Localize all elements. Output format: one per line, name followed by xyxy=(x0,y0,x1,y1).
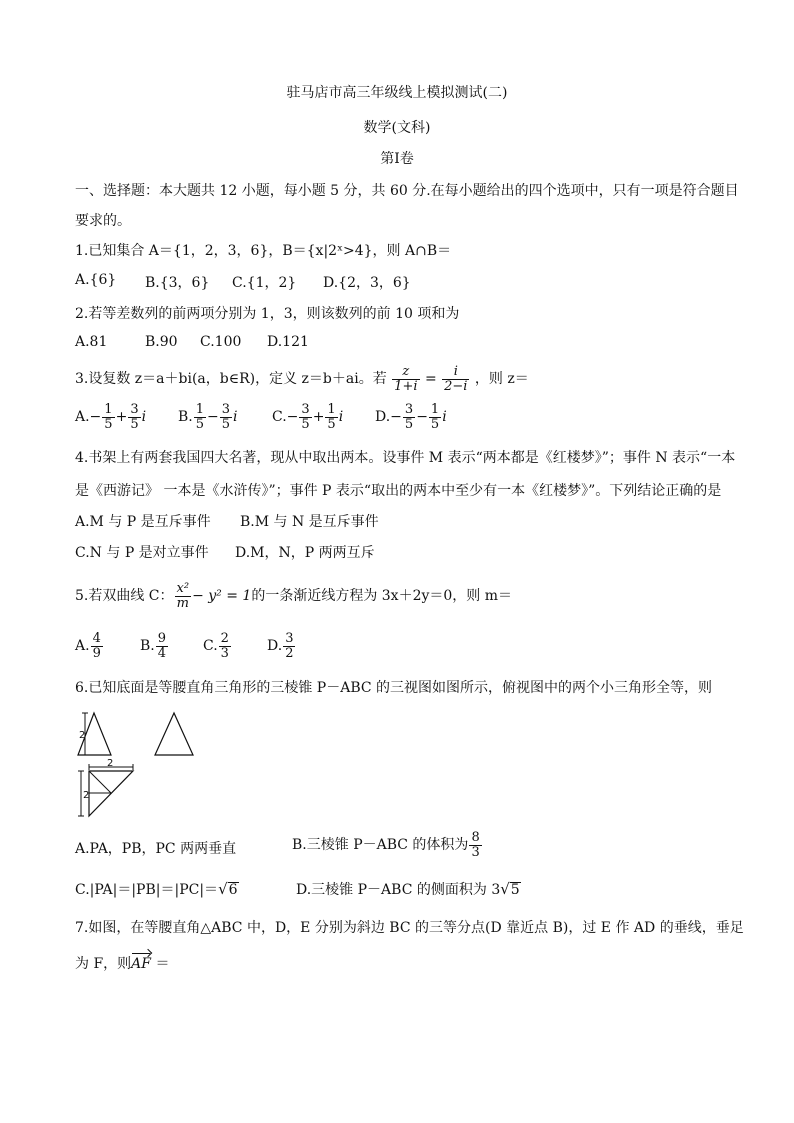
q6-option-b xyxy=(292,828,483,862)
front-height-label: 2 xyxy=(79,730,86,741)
q4-option-b: B.M 与 N 是互斥事件 xyxy=(240,514,379,530)
q1-option-c: C.{1，2} xyxy=(232,275,297,291)
den: 5 xyxy=(221,416,231,432)
q7-stem-text: 为 F，则 xyxy=(75,956,132,972)
op: + xyxy=(115,409,128,425)
q1-stem: 1.已知集合 A＝{1，2，3，6}，B＝{x|2ˣ>4}，则 A∩B＝ xyxy=(75,243,452,259)
q1-option-d: D.{2，3，6} xyxy=(323,275,411,291)
q3-option-b-frac2 xyxy=(220,403,232,432)
radical-sign: √ xyxy=(218,880,228,898)
q1-option-b: B.{3，6} xyxy=(145,275,210,291)
q3-option-d-frac2 xyxy=(429,403,441,432)
label: C. xyxy=(203,638,218,654)
q3-frac-left-num: z xyxy=(392,365,419,380)
radicand: 5 xyxy=(510,882,520,898)
q3-option-b xyxy=(178,400,238,434)
section-instruction-line1: 一、选择题：本大题共 12 小题，每小题 5 分，共 60 分.在每小题给出的四个选项中，只有一项是符合题目 xyxy=(75,183,739,199)
q3-stem xyxy=(75,362,529,396)
q6-stem: 6.已知底面是等腰直角三角形的三棱锥 P－ABC 的三视图如图所示，俯视图中的两个小三角形全等，则 xyxy=(75,680,713,696)
den: 4 xyxy=(157,645,167,661)
imag-unit: i xyxy=(233,409,238,425)
q2-option-b: B.90 xyxy=(145,334,178,350)
q3-option-a xyxy=(75,400,146,434)
q5-stem-tail: 的一条渐近线方程为 3x＋2y＝0，则 m＝ xyxy=(251,588,513,604)
den: m xyxy=(176,595,189,611)
q3-fraction-right xyxy=(442,365,469,394)
num: 3 xyxy=(404,401,414,417)
q7-stem-line1: 7.如图，在等腰直角△ABC 中，D，E 分别为斜边 BC 的三等分点(D 靠近点 B)，过 E 作 AD 的垂线，垂足 xyxy=(75,920,744,936)
imag-unit: i xyxy=(442,409,447,425)
q6-option-d-text: D.三棱锥 P－ABC 的侧面积为 3 xyxy=(296,882,501,898)
num: 3 xyxy=(285,630,294,646)
top-height-label: 2 xyxy=(83,790,90,801)
num: 1 xyxy=(104,401,113,417)
vector-af: AF xyxy=(131,956,151,972)
q3-option-d-frac1 xyxy=(403,403,415,432)
volume-title: 第Ⅰ卷 xyxy=(380,151,414,167)
page-title: 驻马店市高三年级线上模拟测试(二) xyxy=(286,85,508,101)
den: 5 xyxy=(130,416,139,432)
q3-option-c-frac2 xyxy=(325,403,337,432)
num: 3 xyxy=(130,401,139,417)
q4-option-d: D.M，N，P 两两互斥 xyxy=(235,545,375,561)
q3-frac-left-den: 1+i xyxy=(394,378,418,394)
num: 2 xyxy=(220,630,229,646)
den: 5 xyxy=(195,416,205,432)
num: 8 xyxy=(471,829,480,845)
q7-stem-line2 xyxy=(75,953,169,973)
frac xyxy=(156,632,168,661)
frac xyxy=(283,632,295,661)
q5-option-c xyxy=(203,629,232,663)
q5-option-a xyxy=(75,629,104,663)
q5-option-d xyxy=(267,629,296,663)
den: 2 xyxy=(285,645,294,661)
q3-frac-right-den: 2−i xyxy=(444,378,468,394)
num: 1 xyxy=(430,401,440,417)
label: B. xyxy=(140,638,155,654)
op: − xyxy=(416,409,428,425)
three-view-figure xyxy=(75,705,225,825)
q3-stem-tail: ，则 z＝ xyxy=(474,371,529,387)
imag-unit: i xyxy=(338,409,344,425)
top-view-inner-line xyxy=(89,771,111,793)
den: 9 xyxy=(92,645,101,661)
q3-option-b-label: B. xyxy=(178,409,193,425)
num: 3 xyxy=(221,401,231,417)
side-view-triangle xyxy=(155,713,193,755)
imag-unit: i xyxy=(141,409,147,425)
den: 3 xyxy=(220,645,229,661)
den: 5 xyxy=(301,416,310,432)
q2-option-a: A.81 xyxy=(75,334,108,350)
radicand: 6 xyxy=(228,882,238,898)
label: D. xyxy=(267,638,283,654)
den: 5 xyxy=(404,416,414,432)
frac xyxy=(91,632,103,661)
q4-stem-line1: 4.书架上有两套我国四大名著，现从中取出两本。设事件 M 表示“两本都是《红楼梦》”；事件 N 表示“一本 xyxy=(75,450,736,466)
q3-option-b-frac1 xyxy=(194,403,206,432)
frac xyxy=(219,632,231,661)
q4-option-a: A.M 与 P 是互斥事件 xyxy=(75,514,211,530)
q2-stem: 2.若等差数列的前两项分别为 1，3，则该数列的前 10 项和为 xyxy=(75,306,460,322)
q5-option-b xyxy=(140,629,169,663)
den: 5 xyxy=(104,416,113,432)
num: x² xyxy=(176,580,190,596)
q6-option-c-text: C.|PA|＝|PB|＝|PC|＝ xyxy=(75,882,219,898)
den: 5 xyxy=(327,416,336,432)
radical-sign: √ xyxy=(500,880,510,898)
q3-fraction-left xyxy=(392,365,419,394)
q5-fraction xyxy=(175,582,192,611)
q4-stem-line2: 是《西游记》 一本是《水浒传》”；事件 P 表示“取出的两本中至少有一本《红楼梦》”。下列结论正确的是 xyxy=(75,483,722,499)
q3-option-a-frac1 xyxy=(102,403,114,432)
q3-equals: = xyxy=(424,371,437,387)
num: 1 xyxy=(327,401,336,417)
q4-option-c: C.N 与 P 是对立事件 xyxy=(75,545,209,561)
q6-option-a: A.PA，PB，PC 两两垂直 xyxy=(75,841,237,857)
q3-option-c xyxy=(272,400,343,434)
q1-option-a: A.{6} xyxy=(75,272,117,288)
q6-option-d xyxy=(296,879,521,899)
q6-option-b-frac xyxy=(469,831,481,860)
q3-option-d xyxy=(375,400,447,434)
q3-option-d-label: D.− xyxy=(375,409,402,425)
q5-stem-text: 5.若双曲线 C： xyxy=(75,588,174,604)
q3-option-a-label: A.− xyxy=(75,409,102,425)
q6-option-b-text: B.三棱锥 P－ABC 的体积为 xyxy=(292,837,469,853)
q3-option-a-frac2 xyxy=(128,403,140,432)
op: + xyxy=(312,409,325,425)
q7-stem-tail: ＝ xyxy=(151,956,170,972)
label: A. xyxy=(75,638,90,654)
q5-stem xyxy=(75,578,512,614)
top-width-label: 2 xyxy=(107,758,114,769)
den: 3 xyxy=(471,844,480,860)
num: 1 xyxy=(195,401,205,417)
q6-option-c xyxy=(75,879,239,899)
q3-frac-right-num: i xyxy=(442,365,469,380)
q2-option-d: D.121 xyxy=(267,334,309,350)
num: 3 xyxy=(301,401,310,417)
subject-title: 数学(文科) xyxy=(363,120,431,136)
q2-option-c: C.100 xyxy=(200,334,242,350)
num: 9 xyxy=(157,630,167,646)
q3-stem-text: 3.设复数 z＝a＋bi(a，b∈R)，定义 z＝b＋ai。若 xyxy=(75,371,387,387)
den: 5 xyxy=(430,416,440,432)
op: − xyxy=(207,409,219,425)
section-instruction-line2: 要求的。 xyxy=(75,213,131,229)
q5-equation: − y² = 1 xyxy=(192,588,252,604)
num: 4 xyxy=(92,630,101,646)
q3-option-c-frac1 xyxy=(299,403,311,432)
q3-option-c-label: C.− xyxy=(272,409,299,425)
